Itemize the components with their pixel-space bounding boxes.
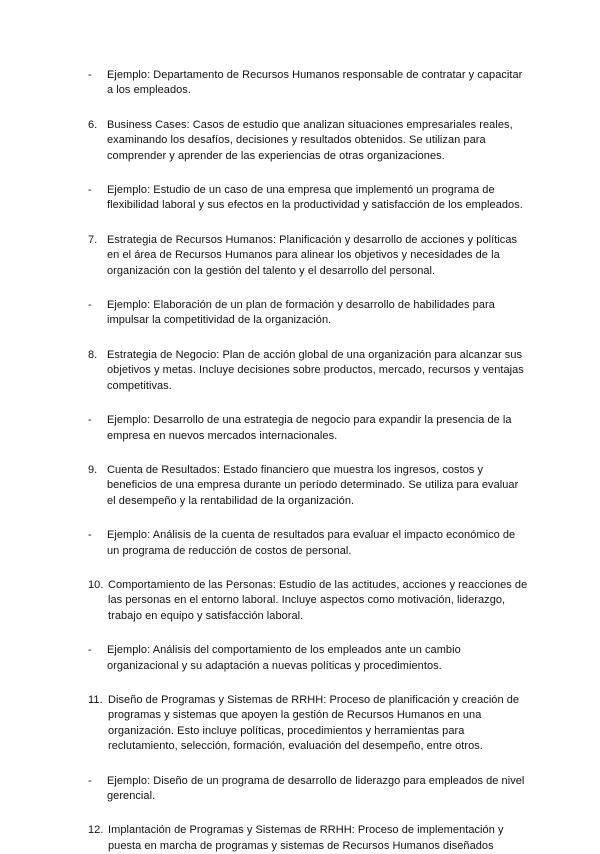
numbered-item [88,233,530,279]
numbered-item [88,693,530,755]
example-item [88,183,530,214]
example-text: Ejemplo: Elaboración de un plan de formación y desarrollo de habilidades para impulsar la competitividad de la organización. [107,299,495,327]
number-marker: 8. [88,348,98,361]
definition-text: Implantación de Programas y Sistemas de RRHH: Proceso de implementación y puesta en marcha de programas y sistemas de Recursos Humanos diseñados [108,824,504,852]
numbered-item [88,578,530,624]
example-item [88,643,530,674]
example-item [88,413,530,444]
numbered-item [88,118,530,164]
number-marker: 11. [88,693,103,706]
definition-text: Estrategia de Recursos Humanos: Planificación y desarrollo de acciones y políticas en el área de Recursos Humanos para alinear los objetivos y necesidades de la organización con la gestión del talento y el desarrollo del personal. [107,233,518,277]
dash-marker: - [88,69,92,81]
dash-marker: - [88,184,92,197]
number-marker: 9. [88,463,98,476]
number-marker: 10. [88,578,104,591]
numbered-item [88,463,530,509]
example-item [88,774,530,805]
example-text: Ejemplo: Análisis del comportamiento de los empleados ante un cambio organizacional y su adaptación a nuevas políticas y procedimientos. [107,644,461,672]
dash-marker: - [88,529,92,542]
number-marker: 6. [88,118,98,131]
dash-marker: - [88,414,92,427]
example-text: Ejemplo: Departamento de Recursos Humanos responsable de contratar y capacitar a los empleados. [107,69,523,97]
dash-marker: - [88,299,92,312]
example-text: Ejemplo: Estudio de un caso de una empresa que implementó un programa de flexibilidad laboral y sus efectos en la productividad y satisfacción de los empleados. [107,184,523,212]
example-text: Ejemplo: Diseño de un programa de desarrollo de liderazgo para empleados de nivel gerencial. [107,774,525,802]
numbered-item [88,823,530,854]
example-text: Ejemplo: Desarrollo de una estrategia de negocio para expandir la presencia de la empresa en nuevos mercados internacionales. [107,414,512,442]
dash-marker: - [88,644,92,657]
example-text: Ejemplo: Análisis de la cuenta de resultados para evaluar el impacto económico de un programa de reducción de costos de personal. [107,529,516,557]
definition-text: Comportamiento de las Personas: Estudio de las actitudes, acciones y reacciones de las personas en el entorno laboral. Incluye aspectos como motivación, liderazgo, trabajo en equipo y satisfacción laboral. [108,578,528,622]
numbered-item [88,348,530,394]
definition-text: Estrategia de Negocio: Plan de acción global de una organización para alcanzar sus objetivos y metas. Incluye decisiones sobre productos, mercado, recursos y ventajas competitivas. [107,348,524,392]
definition-text: Cuenta de Resultados: Estado financiero que muestra los ingresos, costos y beneficios de una empresa durante un período determinado. Se utiliza para evaluar el desempeño y la rentabilidad de la organización. [107,463,519,507]
dash-marker: - [88,774,92,787]
example-item [88,528,530,559]
definition-text: Diseño de Programas y Sistemas de RRHH: Proceso de planificación y creación de programas y sistemas que apoyen la gestión de Recursos Humanos en una organización. Esto incluye políticas, procedimientos y herramientas para reclutamiento, selección, formación, evaluación del desempeño, entre otros. [108,693,520,753]
example-item [88,68,530,99]
definition-text: Business Cases: Casos de estudio que analizan situaciones empresariales reales, examinando los desafíos, decisiones y resultados obtenidos. Se utilizan para comprender y aprender de las experiencias de otras organizaciones. [107,118,513,162]
number-marker: 12. [88,824,104,837]
number-marker: 7. [88,233,98,246]
example-item [88,298,530,329]
